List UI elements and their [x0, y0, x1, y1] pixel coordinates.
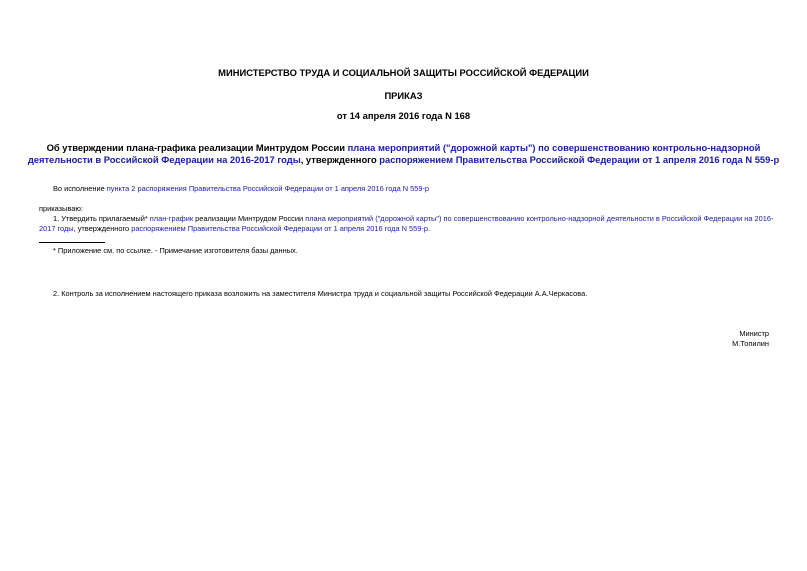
item-2: 2. Контроль за исполнением настоящего приказа возложить на заместителя Министра труда и социальной защиты Российской Федерации А.А.Черкасова.: [53, 289, 588, 298]
signature-title: Министр: [739, 329, 769, 338]
heading-text: Об утверждении плана-графика реализации Минтрудом России: [46, 142, 348, 153]
item1-link-plan-graph[interactable]: план-график: [149, 214, 194, 223]
prikazyvayu-text: приказываю:: [39, 204, 83, 213]
footnote-divider: [39, 242, 105, 243]
heading-text-mid: , утвержденного: [300, 154, 380, 165]
item1-prefix: 1. Утвердить прилагаемый*: [53, 214, 150, 223]
item1-link-decree[interactable]: распоряжением Правительства Российской Федерации от 1 апреля 2016 года N 559-р: [131, 223, 428, 233]
heading-link-plan-cont[interactable]: деятельности в Российской Федерации на 2016-2017 годы: [27, 154, 301, 165]
heading-link-plan[interactable]: плана мероприятий ("дорожной карты") по совершенствованию контрольно-надзорной: [347, 142, 761, 153]
item1-mid2: , утвержденного: [73, 223, 132, 233]
paragraph-preamble: [53, 184, 429, 194]
signature-name: М.Топилин: [732, 339, 769, 348]
item1-suffix: .: [427, 223, 431, 233]
preamble-link[interactable]: пункта 2 распоряжения Правительства Российской Федерации от 1 апреля 2016 года N 559-р: [106, 184, 430, 193]
document-heading: [0, 142, 807, 166]
item1-mid1: реализации Минтрудом России: [193, 214, 306, 223]
footnote: * Приложение см. по ссылке. - Примечание изготовителя базы данных.: [53, 246, 298, 255]
ministry-title: МИНИСТЕРСТВО ТРУДА И СОЦИАЛЬНОЙ ЗАЩИТЫ РОССИЙСКОЙ ФЕДЕРАЦИИ: [218, 67, 589, 78]
heading-link-decree[interactable]: распоряжением Правительства Российской Федерации от 1 апреля 2016 года N 559-р: [379, 154, 780, 165]
item-1: [39, 214, 779, 233]
item1-link-plan[interactable]: плана мероприятий ("дорожной карты") по совершенствованию контрольно-надзорной деятельности в Российской Федерации на 2016-2017 годы: [39, 214, 774, 233]
preamble-text: Во исполнение: [53, 184, 107, 193]
date-line: от 14 апреля 2016 года N 168: [336, 110, 471, 121]
doc-type: ПРИКАЗ: [384, 90, 423, 101]
